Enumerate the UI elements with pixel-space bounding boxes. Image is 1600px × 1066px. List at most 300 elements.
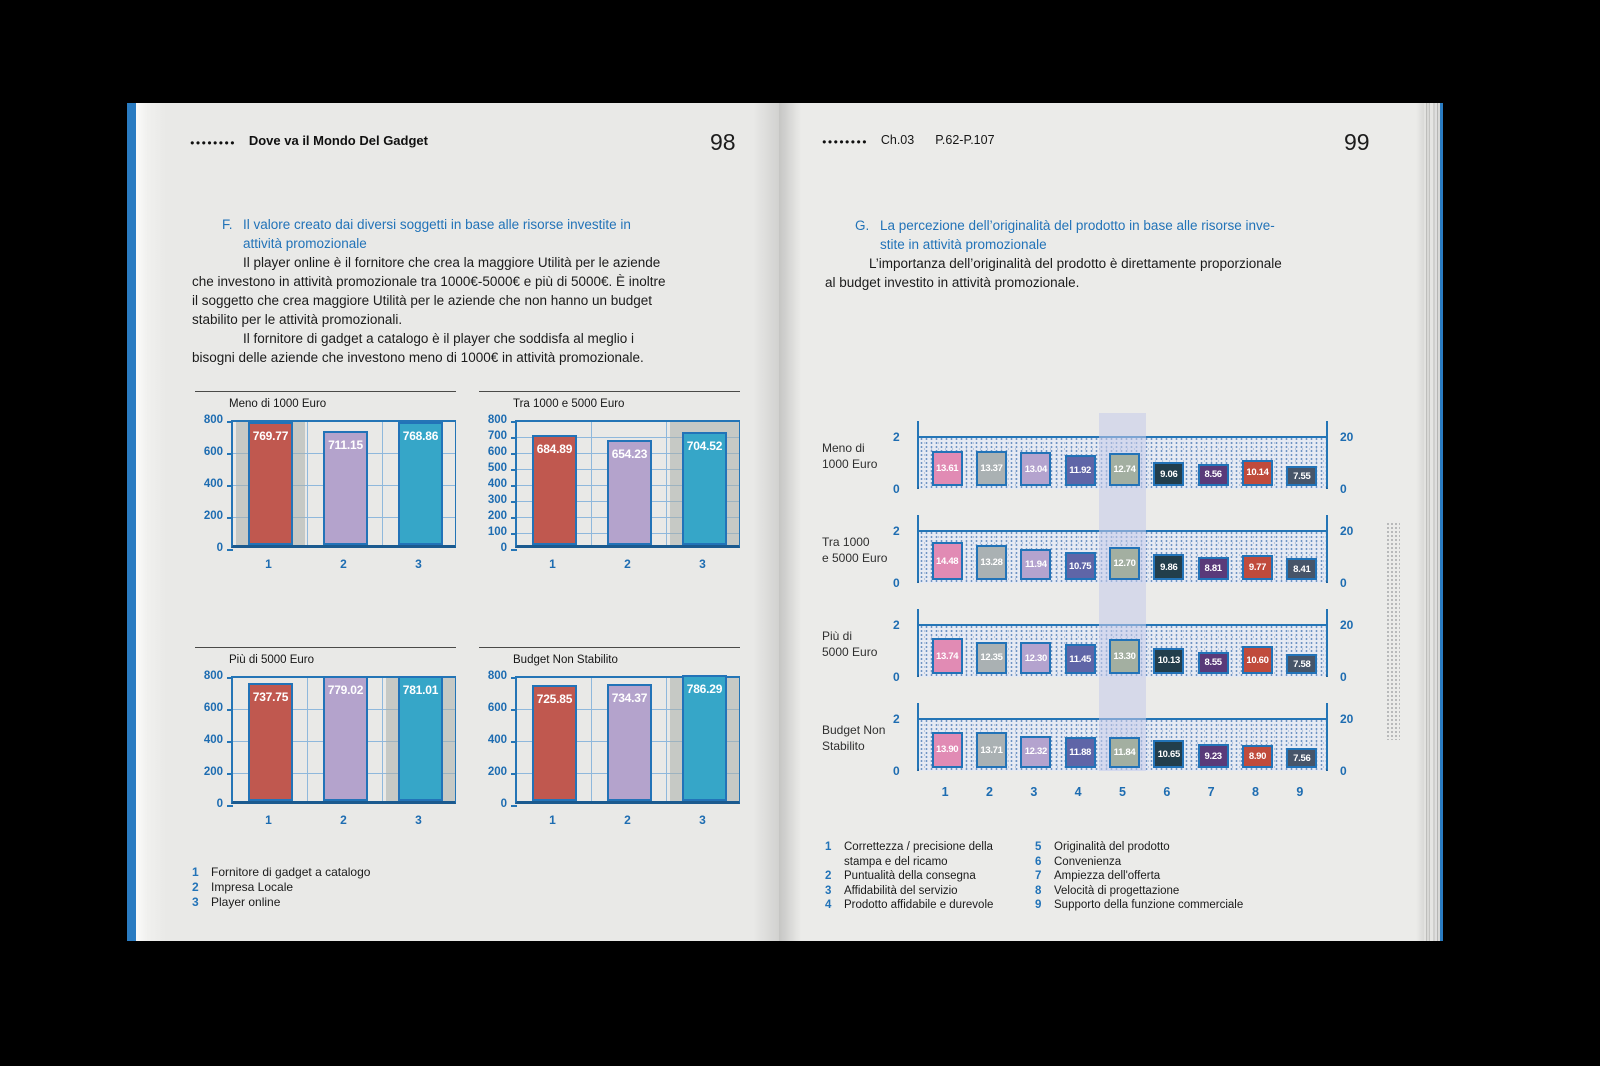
bar-value-label: 781.01 — [402, 683, 439, 698]
x-tick-label: 6 — [1163, 785, 1171, 799]
section-f-label: F. — [222, 217, 233, 232]
legend-right-col2 — [1035, 840, 1243, 913]
bar — [1286, 654, 1317, 674]
bar-value-label: 13.61 — [936, 462, 959, 474]
chart-top-rule — [479, 391, 740, 392]
y-tick-mark — [511, 549, 517, 551]
chart-top-rule — [195, 391, 456, 392]
bar-value-label: 654.23 — [611, 447, 648, 462]
chart-title: Budget Non Stabilito — [513, 654, 618, 666]
bar-value-label: 725.85 — [536, 691, 573, 706]
y-tick-label: 400 — [487, 734, 507, 746]
bar — [1065, 737, 1096, 768]
y-tick-mark — [511, 453, 517, 455]
y-tick-mark — [227, 421, 233, 423]
bar-value-label: 10.75 — [1069, 560, 1092, 572]
bar-value-label: 769.77 — [252, 428, 289, 443]
paragraph-line: L’importanza dell’originalità del prodotto è direttamente proporzionale — [869, 256, 1282, 271]
paragraph-line: bisogni delle aziende che investono meno di 1000€ in attività promozionale. — [192, 350, 644, 365]
bar — [1286, 558, 1317, 580]
y-tick-mark — [511, 517, 517, 519]
legend-item — [825, 869, 993, 884]
bar-value-label: 12.35 — [980, 652, 1003, 664]
bar — [1020, 642, 1051, 674]
bar-value-label: 9.77 — [1248, 561, 1267, 573]
paragraph-line: Il player online è il fornitore che crea la maggiore Utilità per le aziende — [243, 255, 661, 270]
bar-value-label: 12.30 — [1024, 652, 1047, 664]
bar-value-label: 7.56 — [1293, 752, 1311, 764]
y-tick-mark — [511, 421, 517, 423]
legend-item-line: Supporto della funzione commerciale — [1054, 899, 1244, 911]
legend-item-line: Correttezza / precisione della — [844, 841, 993, 853]
bar-value-label: 8.41 — [1293, 563, 1311, 575]
y-tick-mark — [227, 453, 233, 455]
bar — [1020, 452, 1051, 486]
bar-value-label: 13.04 — [1024, 463, 1047, 475]
gridline-vertical — [307, 678, 308, 801]
legend-item-line: Impresa Locale — [211, 880, 294, 894]
bar — [248, 422, 293, 545]
chapter-label: Ch.03 — [880, 133, 915, 147]
y-tick-label: 400 — [487, 478, 507, 490]
legend-item-number: 4 — [825, 899, 832, 911]
page-stack-edge — [1424, 103, 1443, 941]
x-tick-label: 7 — [1207, 785, 1215, 799]
chart-tra-1000-5000 — [479, 391, 740, 571]
bar-value-label: 11.92 — [1069, 465, 1092, 476]
x-tick-label: 1 — [265, 557, 272, 571]
row-label-line: e 5000 Euro — [822, 551, 888, 565]
legend-item-line: Convenienza — [1054, 855, 1122, 868]
right-axis-zero-label: 0 — [1340, 670, 1347, 684]
right-axis-max-label: 20 — [1340, 712, 1354, 726]
chart-budget-non-stabilito — [479, 647, 740, 827]
bar — [532, 435, 577, 545]
y-tick-label: 600 — [203, 702, 223, 714]
body-text-left — [192, 253, 666, 367]
bar — [932, 732, 963, 768]
bar — [1198, 557, 1229, 580]
row-label — [822, 628, 877, 660]
y-tick-mark — [511, 533, 517, 535]
legend-item-line: Fornitore di gadget a catalogo — [211, 865, 371, 879]
y-tick-mark — [227, 549, 233, 551]
y-tick-label: 0 — [500, 542, 507, 554]
row-label — [822, 440, 877, 472]
header-dots-left: ●●●●●●●● — [190, 138, 236, 147]
right-axis-zero-label: 0 — [1340, 764, 1347, 778]
y-tick-mark — [227, 709, 233, 711]
legend-item-line: Ampiezza dell'offerta — [1054, 870, 1161, 882]
legend-left — [192, 865, 370, 910]
bar-value-label: 8.90 — [1248, 750, 1267, 762]
x-tick-label: 9 — [1296, 785, 1304, 799]
y-axis-labels — [195, 670, 231, 810]
bar-value-label: 779.02 — [327, 683, 364, 698]
legend-item-number: 1 — [825, 841, 832, 853]
page-98 — [136, 103, 779, 941]
plot-area — [515, 420, 740, 548]
y-tick-mark — [227, 517, 233, 519]
gridline-vertical — [591, 422, 592, 545]
legend-item-label — [211, 865, 370, 880]
y-tick-label: 800 — [487, 670, 507, 682]
bar — [976, 545, 1007, 580]
bar-value-label: 8.81 — [1204, 563, 1222, 575]
legend-item-label — [1054, 855, 1121, 870]
bar — [1242, 745, 1273, 768]
bar-value-label: 13.37 — [980, 463, 1003, 475]
legend-item-number: 3 — [825, 884, 832, 897]
gridline-vertical — [382, 422, 383, 545]
x-axis-labels — [231, 813, 456, 827]
y-tick-label: 400 — [203, 478, 223, 490]
bar-value-label: 12.32 — [1024, 746, 1047, 758]
bar — [976, 732, 1007, 768]
x-tick-label: 2 — [624, 813, 631, 827]
x-tick-label: 4 — [1074, 785, 1082, 799]
x-tick-label: 3 — [1030, 785, 1038, 799]
legend-item-label — [211, 895, 280, 910]
y-tick-label: 0 — [500, 798, 507, 810]
legend-item — [192, 880, 370, 895]
x-axis-labels — [515, 813, 740, 827]
chart-plot-row — [195, 414, 456, 554]
legend-item-number: 9 — [1035, 899, 1042, 911]
bar — [1153, 554, 1184, 580]
paragraph-line: il soggetto che crea maggiore Utilità per le aziende che non hanno un budget — [192, 293, 653, 308]
bar-value-label: 11.94 — [1024, 558, 1047, 570]
bar — [932, 542, 963, 580]
x-tick-label: 3 — [699, 557, 706, 571]
legend-item-number: 1 — [192, 865, 199, 879]
row-label-line: 5000 Euro — [822, 645, 878, 659]
legend-item-label — [844, 840, 993, 869]
plot-area — [231, 676, 456, 804]
legend-item — [825, 884, 993, 899]
y-tick-mark — [227, 677, 233, 679]
page-number-right: 99 — [1344, 129, 1370, 155]
x-axis-labels — [515, 557, 740, 571]
x-tick-label: 1 — [549, 813, 556, 827]
legend-item-line: Player online — [211, 895, 281, 909]
legend-item — [1035, 840, 1243, 855]
bar — [1198, 652, 1229, 674]
legend-item-label — [1054, 884, 1179, 899]
y-tick-label: 400 — [203, 734, 223, 746]
bar-value-label: 10.13 — [1157, 655, 1180, 667]
bar-value-label: 10.60 — [1246, 654, 1269, 666]
bar — [1286, 466, 1317, 486]
paragraph-line: stabilito per le attività promozionali. — [192, 312, 403, 327]
row-label-line: Stabilito — [822, 739, 865, 753]
legend-item-label — [1054, 840, 1170, 855]
bar-value-label: 13.71 — [980, 744, 1003, 756]
bar-value-label: 737.75 — [252, 689, 289, 704]
x-tick-label: 3 — [415, 813, 422, 827]
bar — [1242, 555, 1273, 580]
y-tick-label: 200 — [203, 510, 223, 522]
legend-item — [192, 865, 370, 880]
bar — [1020, 549, 1051, 580]
x-axis-labels — [231, 557, 456, 571]
paragraph-line: Il fornitore di gadget a catalogo è il player che soddisfa al meglio i — [243, 331, 634, 346]
chart-title: Tra 1000 e 5000 Euro — [513, 398, 625, 410]
y-tick-label: 800 — [203, 414, 223, 426]
section-f-heading — [222, 215, 631, 253]
bar — [1198, 744, 1229, 768]
x-tick-label: 2 — [624, 557, 631, 571]
y-tick-label: 0 — [216, 798, 223, 810]
bar — [1109, 737, 1140, 768]
y-tick-mark — [227, 773, 233, 775]
bar-value-label: 11.45 — [1069, 653, 1092, 665]
page-range-label: P.62-P.107 — [935, 133, 995, 147]
y-tick-mark — [227, 485, 233, 487]
gridline-vertical — [666, 678, 667, 801]
legend-right-col1 — [825, 840, 993, 913]
y-tick-label: 300 — [487, 494, 507, 506]
x-tick-label: 5 — [1119, 785, 1126, 799]
bar — [1153, 648, 1184, 674]
y-tick-label: 200 — [487, 510, 507, 522]
legend-item — [1035, 898, 1243, 913]
y-tick-label: 100 — [487, 526, 507, 538]
legend-item-line: stampa e del ricamo — [844, 855, 948, 868]
y-tick-mark — [511, 805, 517, 807]
bar-value-label: 11.84 — [1113, 747, 1136, 759]
bar — [682, 675, 727, 801]
bar — [976, 451, 1007, 486]
bar — [607, 440, 652, 545]
bar — [1198, 464, 1229, 486]
plot-area — [515, 676, 740, 804]
bar — [532, 685, 577, 801]
legend-item-number: 2 — [825, 870, 832, 882]
chart-plot-row — [479, 670, 740, 810]
y-tick-mark — [227, 741, 233, 743]
legend-item-number: 7 — [1035, 870, 1042, 882]
row-label-line: Budget Non — [822, 723, 886, 737]
section-title-line: La percezione dell’originalità del prodotto in base alle risorse inve- — [880, 218, 1275, 233]
bar-value-label: 8.56 — [1204, 469, 1222, 481]
section-title-line: attività promozionale — [243, 236, 367, 251]
left-axis-max-label: 2 — [893, 524, 900, 538]
bar-value-label: 9.86 — [1160, 561, 1178, 573]
y-axis-labels — [195, 414, 231, 554]
y-tick-label: 200 — [203, 766, 223, 778]
legend-item-label — [1054, 869, 1160, 884]
chart-top-rule — [479, 647, 740, 648]
row-label-line: Tra 1000 — [822, 535, 870, 549]
bar-value-label: 12.74 — [1113, 463, 1136, 475]
chart-plot-row — [195, 670, 456, 810]
bar-value-label: 684.89 — [536, 442, 573, 457]
bar-value-label: 13.90 — [936, 744, 959, 756]
legend-item-label — [844, 869, 976, 884]
bar-value-label: 734.37 — [611, 690, 648, 705]
bar-value-label: 11.88 — [1069, 747, 1092, 759]
x-tick-label: 3 — [699, 813, 706, 827]
bar — [1065, 455, 1096, 486]
legend-item-line: Puntualità della consegna — [844, 870, 976, 882]
x-tick-label: 2 — [340, 557, 347, 571]
chart-piu-di-5000 — [195, 647, 456, 827]
bar — [1065, 552, 1096, 580]
bar-value-label: 14.48 — [936, 555, 959, 567]
right-axis-max-label: 20 — [1340, 618, 1354, 632]
left-axis-max-label: 2 — [893, 712, 900, 726]
bar-value-label: 7.55 — [1293, 470, 1311, 482]
right-axis-max-label: 20 — [1340, 524, 1354, 538]
bar — [323, 676, 368, 801]
bar — [1242, 646, 1273, 674]
left-axis-zero-label: 0 — [893, 670, 900, 684]
bar-value-label: 786.29 — [686, 682, 723, 697]
y-tick-label: 200 — [487, 766, 507, 778]
chart-percezione-originalita — [779, 103, 1424, 941]
legend-item-label — [1054, 898, 1243, 913]
legend-item — [1035, 855, 1243, 870]
bar — [1242, 460, 1273, 486]
x-tick-label: 2 — [986, 785, 993, 799]
y-tick-label: 600 — [487, 446, 507, 458]
legend-item-number: 8 — [1035, 884, 1042, 897]
y-tick-mark — [227, 805, 233, 807]
legend-item — [192, 895, 370, 910]
bar — [1109, 639, 1140, 674]
bar — [398, 422, 443, 545]
section-title-line: stite in attività promozionale — [880, 237, 1047, 252]
legend-item-label — [211, 880, 293, 895]
bar — [398, 676, 443, 801]
bar-value-label: 10.14 — [1246, 467, 1269, 479]
legend-item — [1035, 869, 1243, 884]
chart-plot-row — [479, 414, 740, 554]
legend-item-label — [844, 898, 993, 913]
left-axis-max-label: 2 — [893, 618, 900, 632]
bar — [932, 638, 963, 674]
legend-item — [1035, 884, 1243, 899]
y-axis-labels — [479, 670, 515, 810]
header-dots-right: ●●●●●●●● — [822, 137, 868, 146]
legend-item-number: 3 — [192, 895, 199, 909]
y-tick-label: 600 — [203, 446, 223, 458]
book-cover-edge — [127, 103, 136, 941]
bar — [323, 431, 368, 545]
legend-item-line: Originalità del prodotto — [1054, 841, 1170, 853]
running-head-title: Dove va il Mondo Del Gadget — [248, 133, 428, 148]
x-tick-label: 1 — [265, 813, 272, 827]
right-axis-zero-label: 0 — [1340, 576, 1347, 590]
bar-value-label: 9.06 — [1160, 468, 1178, 480]
bar-value-label: 12.70 — [1113, 557, 1136, 569]
legend-item-line: Prodotto affidabile e durevole — [844, 899, 994, 911]
y-tick-mark — [511, 469, 517, 471]
y-axis-labels — [479, 414, 515, 554]
legend-item — [825, 840, 993, 869]
page-number-left: 98 — [710, 129, 736, 155]
legend-item-label — [844, 884, 958, 899]
gridline-vertical — [307, 422, 308, 545]
bar — [976, 642, 1007, 674]
y-tick-mark — [511, 773, 517, 775]
legend-item-line: Velocità di progettazione — [1054, 884, 1180, 897]
page-99 — [779, 103, 1424, 941]
section-f-title — [243, 215, 631, 253]
paragraph-line: al budget investito in attività promozionale. — [825, 275, 1080, 290]
row-label — [822, 534, 887, 566]
section-title-line: Il valore creato dai diversi soggetti in base alle risorse investite in — [243, 217, 631, 232]
y-tick-mark — [511, 485, 517, 487]
chart-title: Meno di 1000 Euro — [229, 398, 327, 410]
bar — [1065, 644, 1096, 674]
gridline-vertical — [666, 422, 667, 545]
y-tick-label: 500 — [487, 462, 507, 474]
bar-value-label: 10.65 — [1157, 748, 1180, 760]
bar — [607, 684, 652, 801]
bar — [932, 451, 963, 486]
legend-item-line: Affidabilità del servizio — [844, 884, 958, 897]
bar — [1109, 453, 1140, 486]
bar — [1020, 736, 1051, 768]
left-axis-zero-label: 0 — [893, 482, 900, 496]
bar-value-label: 13.28 — [980, 557, 1003, 569]
bar — [248, 683, 293, 801]
y-tick-mark — [511, 677, 517, 679]
y-tick-label: 800 — [203, 670, 223, 682]
bar-value-label: 711.15 — [328, 438, 363, 453]
y-tick-label: 0 — [216, 542, 223, 554]
bar-value-label: 13.30 — [1113, 651, 1136, 663]
chart-meno-di-1000 — [195, 391, 456, 571]
section-g-label: G. — [855, 218, 870, 233]
right-axis-zero-label: 0 — [1340, 482, 1347, 496]
chart-title: Più di 5000 Euro — [229, 654, 315, 666]
y-tick-mark — [511, 501, 517, 503]
y-tick-label: 800 — [487, 414, 507, 426]
chart-top-rule — [195, 647, 456, 648]
x-tick-label: 1 — [549, 557, 556, 571]
bar-value-label: 7.58 — [1293, 658, 1311, 670]
y-tick-mark — [511, 709, 517, 711]
legend-item — [825, 898, 993, 913]
y-tick-label: 700 — [487, 430, 507, 442]
left-axis-zero-label: 0 — [893, 576, 900, 590]
margin-dot-pattern — [1386, 522, 1400, 740]
bar — [1153, 740, 1184, 768]
plot-area — [231, 420, 456, 548]
y-tick-mark — [511, 437, 517, 439]
left-axis-zero-label: 0 — [893, 764, 900, 778]
gridline-vertical — [591, 678, 592, 801]
row-label-line: Più di — [822, 629, 853, 643]
paragraph-line: che investono in attività promozionale tra 1000€-5000€ e più di 5000€. È inoltre — [192, 274, 666, 289]
right-axis-max-label: 20 — [1340, 430, 1354, 444]
row-label — [822, 722, 885, 754]
row-label-line: Meno di — [822, 441, 865, 455]
x-tick-label: 1 — [941, 785, 949, 799]
bar — [1153, 462, 1184, 486]
bar-value-label: 13.74 — [936, 650, 959, 662]
bar — [1286, 748, 1317, 768]
legend-item-number: 5 — [1035, 841, 1042, 853]
x-tick-label: 2 — [340, 813, 347, 827]
x-tick-label: 8 — [1252, 785, 1259, 799]
bar-value-label: 704.52 — [686, 439, 723, 454]
y-tick-mark — [511, 741, 517, 743]
legend-item-number: 2 — [192, 880, 199, 894]
